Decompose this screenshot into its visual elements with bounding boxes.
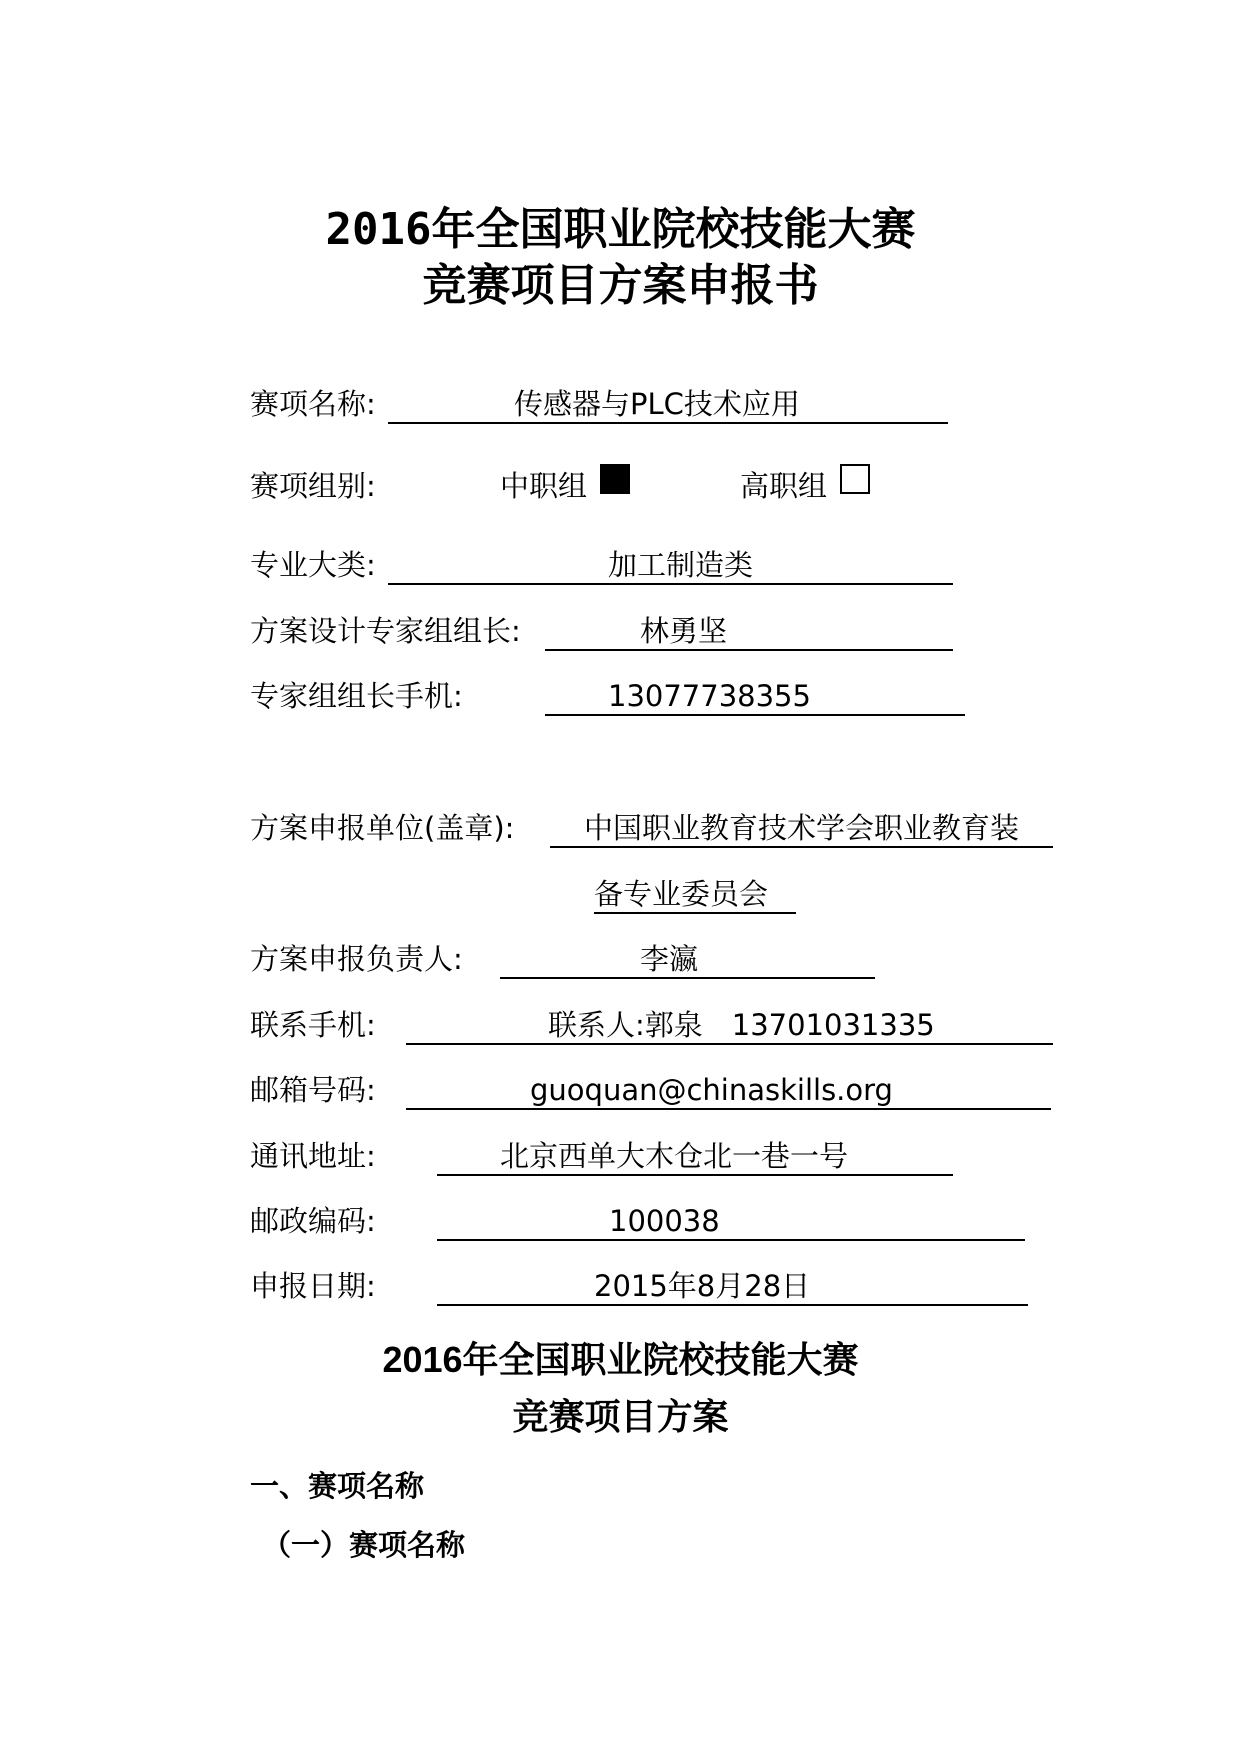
plan-title-line2: 竞赛项目方案 — [512, 1396, 729, 1437]
leader-phone-field[interactable] — [545, 678, 965, 716]
subsection-heading-1: （一）赛项名称 — [262, 1528, 466, 1562]
section-heading-1: 一、赛项名称 — [250, 1469, 425, 1503]
design-group-leader-field[interactable] — [545, 613, 953, 651]
leader-phone-value: 13077738355 — [608, 679, 811, 713]
application-date-value: 2015年8月28日 — [594, 1269, 811, 1303]
postal-code-label: 邮政编码: — [250, 1204, 376, 1238]
event-name-label: 赛项名称: — [250, 387, 376, 421]
applying-unit-value-line2: 备专业委员会 — [594, 877, 769, 911]
person-in-charge-field[interactable] — [500, 941, 875, 979]
major-category-label: 专业大类: — [250, 548, 376, 582]
applying-unit-label: 方案申报单位(盖章): — [250, 811, 515, 845]
address-value: 北京西单大木仓北一巷一号 — [500, 1139, 849, 1173]
design-group-leader-label: 方案设计专家组组长: — [250, 614, 521, 648]
group-option-higher-label: 高职组 — [740, 469, 828, 503]
cover-title-line1: 2016年全国职业院校技能大赛 — [325, 204, 916, 255]
person-in-charge-value: 李瀛 — [640, 942, 699, 976]
event-name-field[interactable] — [388, 386, 948, 424]
applying-unit-field-line2[interactable] — [594, 876, 796, 914]
email-label: 邮箱号码: — [250, 1073, 376, 1107]
major-category-field[interactable] — [388, 547, 953, 585]
application-date-field[interactable] — [437, 1268, 1028, 1306]
applying-unit-field-line1[interactable] — [550, 810, 1053, 848]
postal-code-value: 100038 — [609, 1204, 720, 1238]
contact-phone-field[interactable] — [406, 1007, 1053, 1045]
application-date-label: 申报日期: — [250, 1269, 376, 1303]
event-group-label: 赛项组别: — [250, 469, 376, 503]
group-option-higher-checkbox[interactable] — [840, 464, 870, 494]
applying-unit-value-line1: 中国职业教育技术学会职业教育装 — [584, 811, 1020, 845]
contact-phone-value: 联系人:郭泉 13701031335 — [548, 1008, 935, 1042]
address-label: 通讯地址: — [250, 1139, 376, 1173]
address-field[interactable] — [437, 1138, 953, 1176]
person-in-charge-label: 方案申报负责人: — [250, 942, 463, 976]
group-option-secondary-checkbox[interactable] — [600, 464, 630, 494]
leader-phone-label: 专家组组长手机: — [250, 679, 463, 713]
cover-title-line2: 竞赛项目方案申报书 — [422, 260, 819, 311]
contact-phone-label: 联系手机: — [250, 1008, 376, 1042]
design-group-leader-value: 林勇坚 — [640, 614, 728, 648]
email-value: guoquan@chinaskills.org — [530, 1073, 893, 1107]
major-category-value: 加工制造类 — [608, 548, 754, 582]
group-option-secondary-label: 中职组 — [500, 469, 588, 503]
email-field[interactable] — [406, 1072, 1051, 1110]
event-name-value: 传感器与PLC技术应用 — [514, 387, 800, 421]
postal-code-field[interactable] — [437, 1203, 1025, 1241]
plan-title-line1: 2016年全国职业院校技能大赛 — [382, 1339, 859, 1380]
